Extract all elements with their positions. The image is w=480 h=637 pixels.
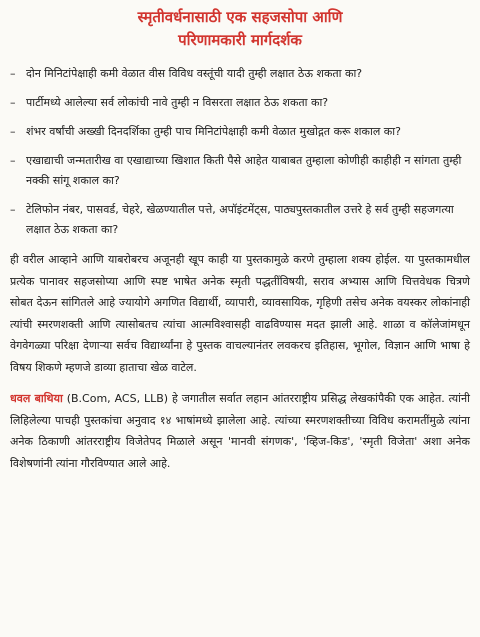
dash-bullet: – bbox=[10, 96, 16, 109]
question-text: शंभर वर्षांची अख्खी दिनदर्शिका तुम्ही पाच मिनिटांपेक्षाही कमी वेळात मुखोद्गत करू शकाल का? bbox=[26, 125, 401, 138]
body-paragraph: ही वरील आव्हाने आणि याबरोबरच अजूनही खूप काही या पुस्तकामुळे करणे तुम्हाला शक्य होईल. या पुस्तकामधील प्रत्येक पानावर सहजसोप्या आणि स्पष्ट भाषेत अनेक स्मृती पद्धतींविषयी, सराव अभ्यास आणि चित्तवेधक चित्रणे सोबत देऊन सांगितले आहे ज्यायोगे अगणित विद्यार्थी, व्यापारी, व्यावसायिक, गृहिणी तसेच अनेक वयस्कर लोकांनाही त्यांची स्मरणशक्ती आणि त्यासोबतच त्यांचा आत्मविश्वासही वाढविण्यास मदत झाली आहे. शाळा व कॉलेजांमधून वेगवेगळ्या परिक्षा देणाऱ्या सर्वच विद्यार्थ्यांना हे पुस्तक वाचल्यानंतर लवकरच इतिहास, भूगोल, विज्ञान आणि भाषा हे विषय शिकणे म्हणजे डाव्या हाताचा खेळ वाटेल. bbox=[10, 253, 470, 374]
question-text: पार्टीमध्ये आलेल्या सर्व लोकांची नावे तुम्ही न विसरता लक्षात ठेऊ शकता का? bbox=[26, 96, 329, 109]
list-item bbox=[10, 200, 470, 240]
dash-bullet: – bbox=[10, 67, 16, 80]
author-paragraph bbox=[10, 388, 470, 474]
author-bio: (B.Com, ACS, LLB) हे जगातील सर्वात लहान आंतरराष्ट्रीय प्रसिद्ध लेखकांपैकी एक आहेत. त्यांनी लिहिलेल्या पाचही पुस्तकांचा अनुवाद १४ भाषांमध्ये झालेला आहे. त्यांच्या स्मरणशक्तीच्या विविध करामतींमुळे त्यांना अनेक ठिकाणी आंतरराष्ट्रीय विजेतेपद मिळाले असून 'मानवी संगणक', 'व्हिज-किड', 'स्मृती विजेता' अशा अनेक विशेषणांनी त्यांना गौरविण्यात आले आहे. bbox=[10, 392, 470, 470]
list-item bbox=[10, 93, 470, 113]
question-list bbox=[10, 64, 470, 240]
question-text: टेलिफोन नंबर, पासवर्ड, चेहरे, खेळण्यातील पत्ते, अपॉइंटमेंट्स, पाठ्यपुस्तकातील उत्तरे हे सर्व तुम्ही सहजगत्या लक्षात ठेऊ शकता का? bbox=[26, 203, 454, 236]
list-item bbox=[10, 122, 470, 142]
author-name: धवल बाथिया bbox=[10, 392, 63, 405]
question-text: एखाद्याची जन्मतारीख वा एखाद्याच्या खिशात किती पैसे आहेत याबाबत तुम्हाला कोणीही काहीही न सांगता तुम्ही नक्की सांगू शकाल का? bbox=[26, 154, 462, 187]
dash-bullet: – bbox=[10, 154, 16, 167]
dash-bullet: – bbox=[10, 125, 16, 138]
dash-bullet: – bbox=[10, 203, 16, 216]
page-title bbox=[10, 6, 470, 52]
question-text: दोन मिनिटांपेक्षाही कमी वेळात वीस विविध वस्तूंची यादी तुम्ही लक्षात ठेऊ शकता का? bbox=[26, 67, 363, 80]
list-item bbox=[10, 64, 470, 84]
title-line-2: परिणामकारी मार्गदर्शक bbox=[178, 31, 302, 49]
list-item bbox=[10, 151, 470, 191]
title-line-1: स्मृतीवर्धनासाठी एक सहजसोपा आणि bbox=[137, 8, 343, 26]
